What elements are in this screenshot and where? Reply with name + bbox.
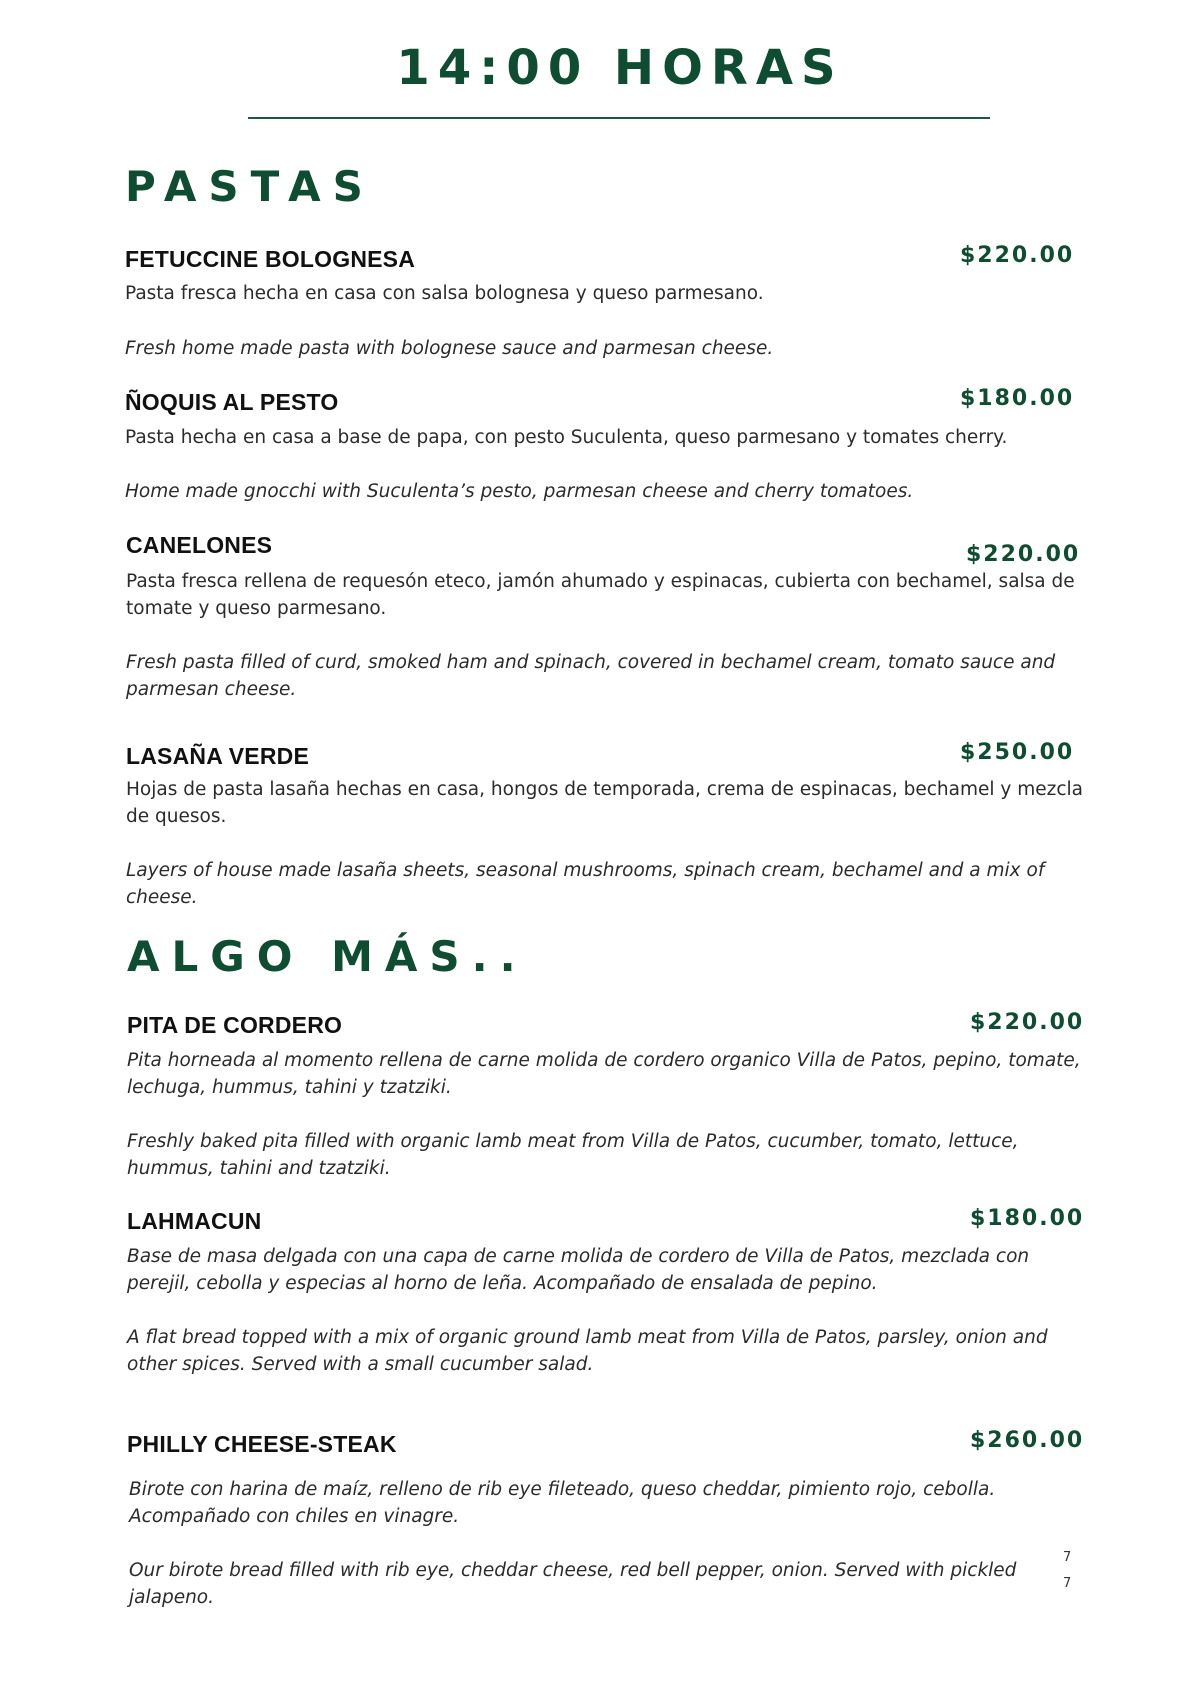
dish-description-es: Base de masa delgada con una capa de carne molida de cordero de Villa de Patos, mezclada con perejil, cebolla y especias al horno de leña. Acompañado de ensalada de pepino. (127, 1246, 1030, 1294)
dish-description-en: Fresh home made pasta with bolognese sauce and parmesan cheese. (125, 338, 774, 359)
dish-name: LAHMACUN (127, 1208, 262, 1234)
dish-name: ÑOQUIS AL PESTO (125, 389, 339, 415)
dish-price: $220.00 (966, 542, 1081, 567)
dish-description-es: Birote con harina de maíz, relleno de rib eye fileteado, queso cheddar, pimiento rojo, cebolla. Acompañado con chiles en vinagre. (129, 1479, 996, 1527)
dish-price: $180.00 (960, 386, 1075, 411)
dish-description-es: Pasta hecha en casa a base de papa, con pesto Suculenta, queso parmesano y tomates cherry. (125, 427, 1008, 448)
page-number: 7 (1063, 1576, 1072, 1591)
dish-price: $220.00 (960, 243, 1075, 268)
section-title-pastas: PASTAS (125, 162, 375, 211)
dish-name: CANELONES (126, 532, 273, 558)
dish-description-en: Layers of house made lasaña sheets, seasonal mushrooms, spinach cream, bechamel and a mix of cheese. (126, 860, 1045, 908)
dish-price: $250.00 (960, 740, 1075, 765)
dish-description-en: Home made gnocchi with Suculenta’s pesto, parmesan cheese and cherry tomatoes. (125, 481, 914, 502)
dish-description-es: Pasta fresca rellena de requesón eteco, jamón ahumado y espinacas, cubierta con bechamel, salsa de tomate y queso parmesano. (126, 571, 1075, 619)
dish-description-en: Our birote bread filled with rib eye, cheddar cheese, red bell pepper, onion. Served with pickled jalapeno. (129, 1560, 1017, 1608)
dish-name: PITA DE CORDERO (127, 1012, 343, 1038)
dish-name: FETUCCINE BOLOGNESA (125, 246, 416, 272)
dish-name: PHILLY CHEESE-STEAK (127, 1431, 397, 1457)
section-title-algo-mas: ALGO MÁS.. (127, 932, 528, 981)
dish-description-es: Pasta fresca hecha en casa con salsa bolognesa y queso parmesano. (125, 283, 764, 304)
page-number: 7 (1063, 1550, 1072, 1565)
dish-name: LASAÑA VERDE (126, 743, 310, 769)
dish-price: $260.00 (970, 1428, 1085, 1453)
dish-price: $180.00 (970, 1206, 1085, 1231)
dish-description-es: Pita horneada al momento rellena de carne molida de cordero organico Villa de Patos, pepino, tomate, lechuga, hummus, tahini y tzatziki. (127, 1050, 1081, 1098)
dish-description-en: A flat bread topped with a mix of organic ground lamb meat from Villa de Patos, parsley, onion and other spices. Served with a small cucumber salad. (127, 1327, 1048, 1375)
dish-description-en: Fresh pasta filled of curd, smoked ham and spinach, covered in bechamel cream, tomato sauce and parmesan cheese. (126, 652, 1056, 700)
title-divider (248, 117, 990, 119)
dish-description-es: Hojas de pasta lasaña hechas en casa, hongos de temporada, crema de espinacas, bechamel y mezcla de quesos. (126, 779, 1084, 827)
page-title: 14:00 HORAS (396, 40, 844, 96)
dish-description-en: Freshly baked pita filled with organic lamb meat from Villa de Patos, cucumber, tomato, lettuce, hummus, tahini and tzatziki. (127, 1131, 1019, 1179)
dish-price: $220.00 (970, 1010, 1085, 1035)
